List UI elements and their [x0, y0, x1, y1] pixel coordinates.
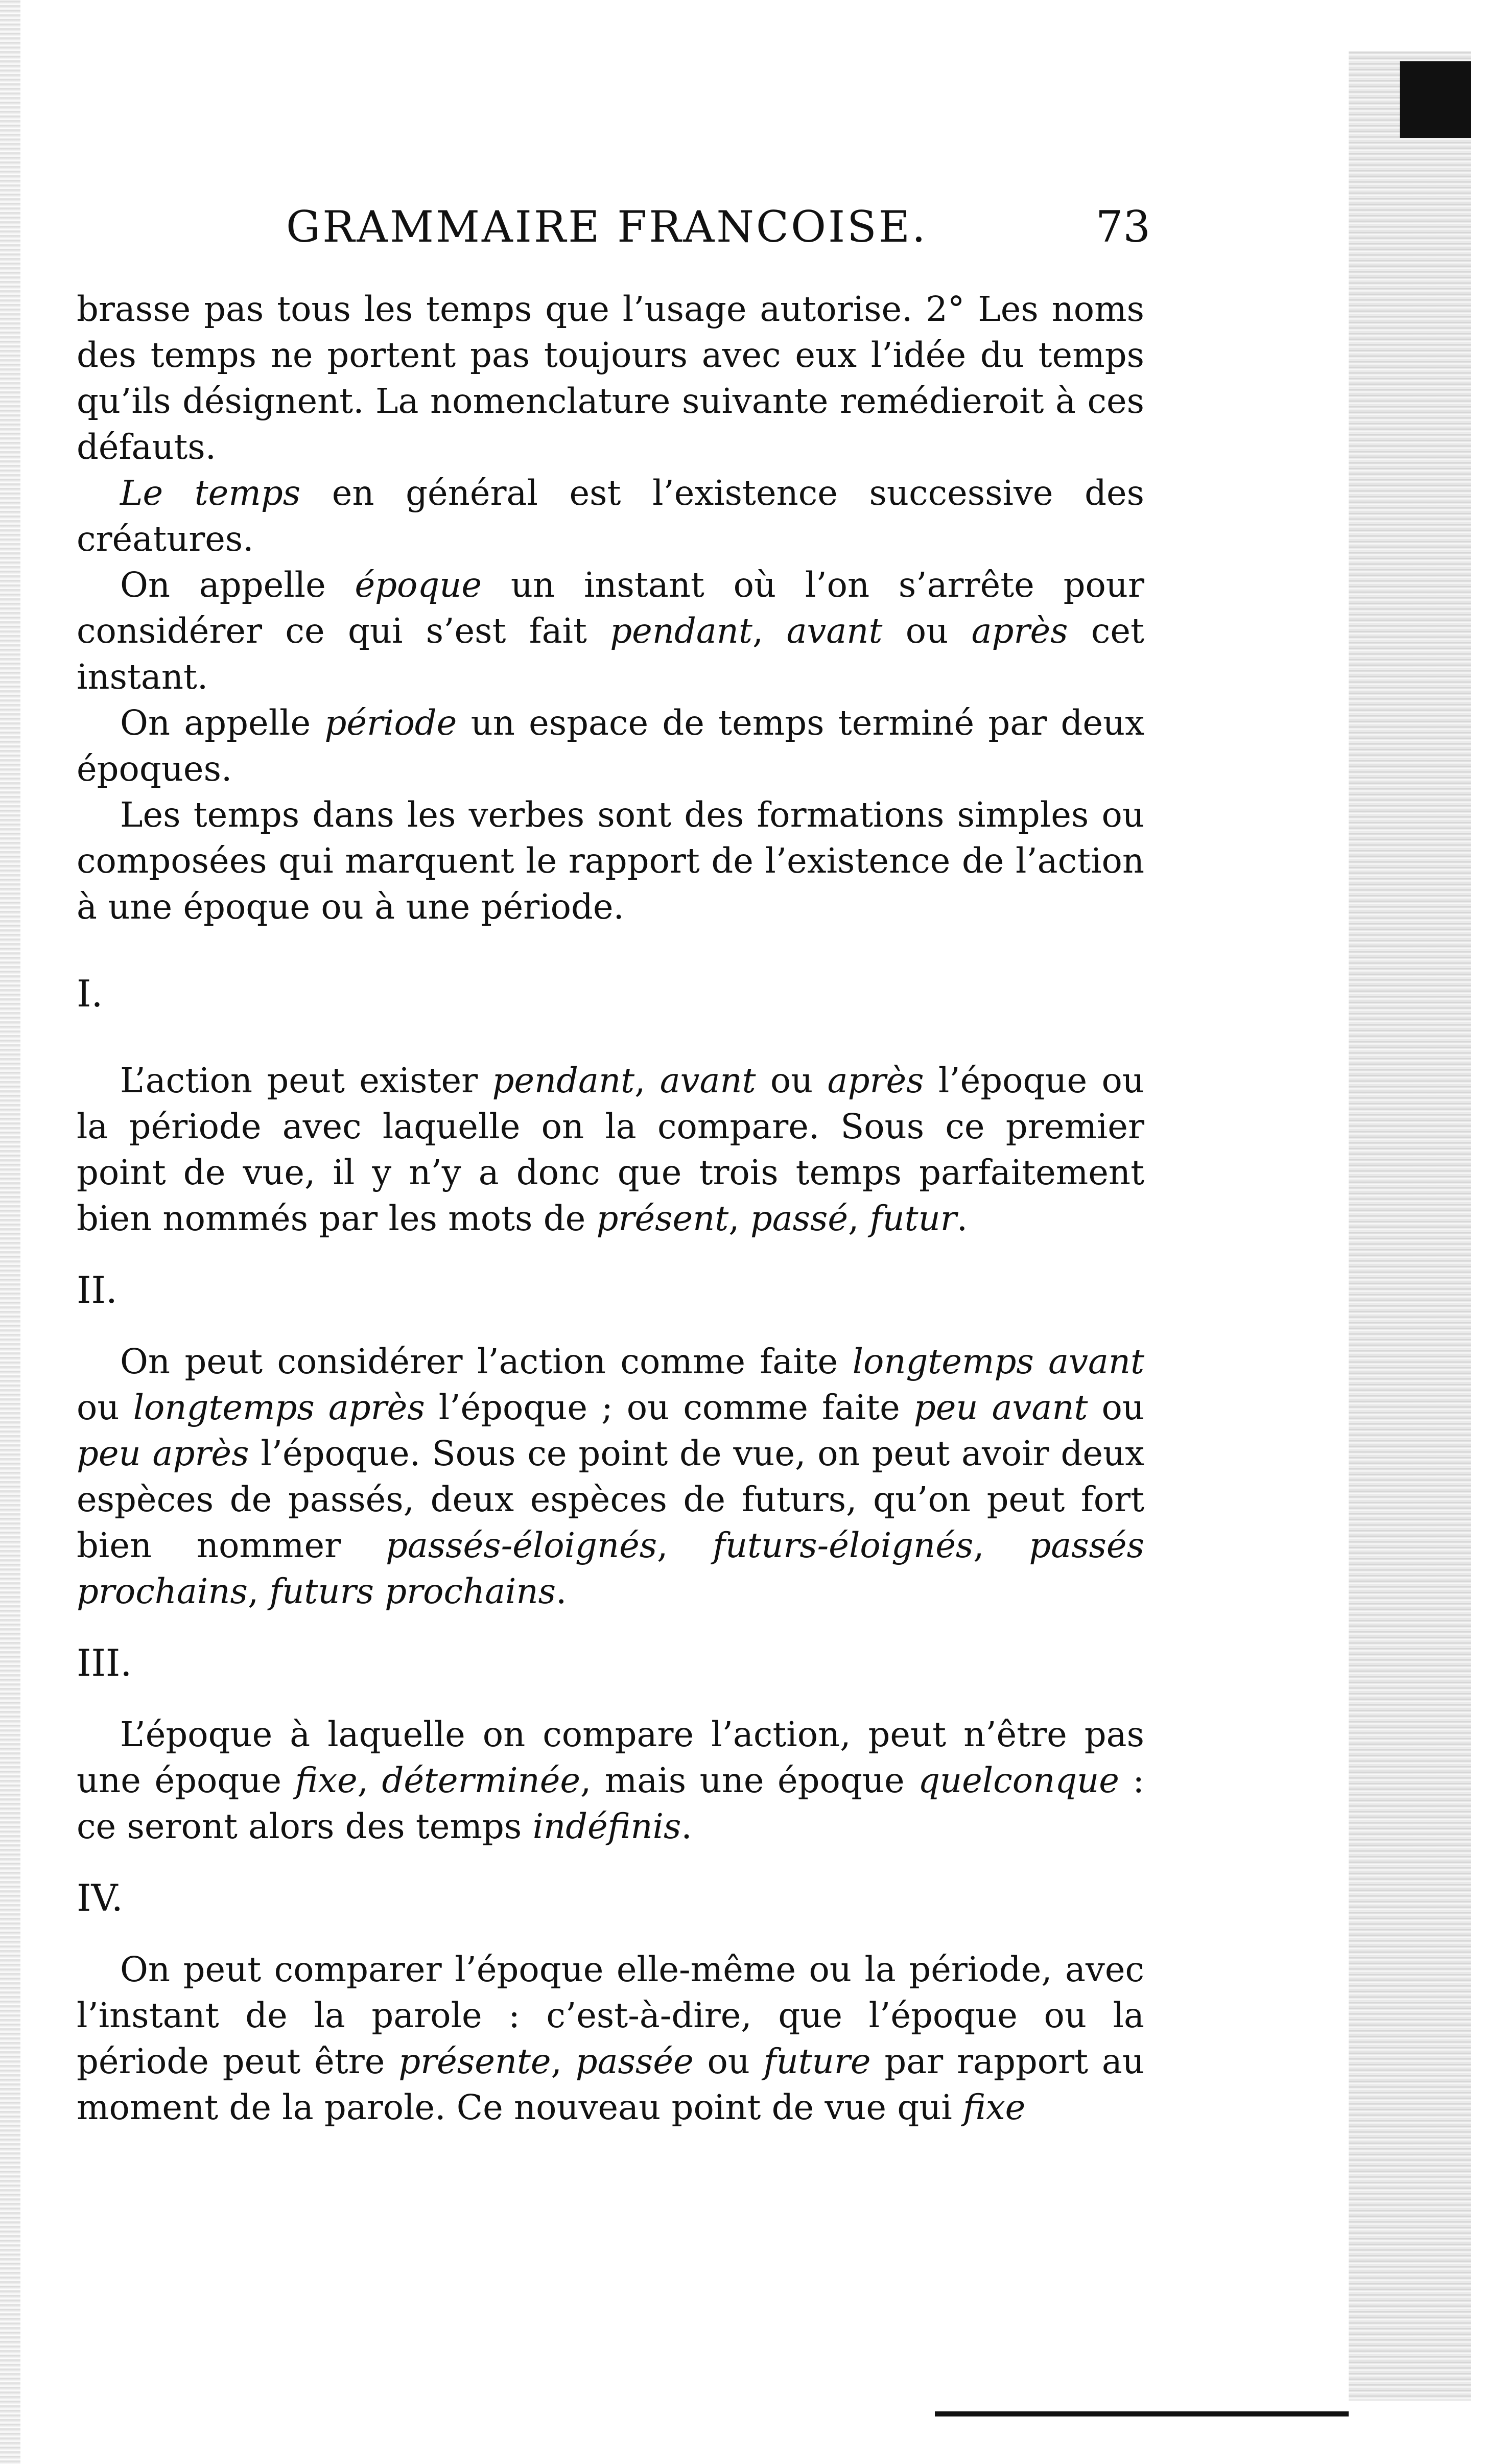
text-run: par rapport au moment de la parole. Ce nouveau point de vue qui	[77, 2041, 1144, 2127]
term: futurs-éloignés	[713, 1526, 974, 1565]
section-numeral: I.	[77, 972, 103, 1015]
term: passée	[575, 2041, 694, 2081]
term: présent	[596, 1199, 729, 1238]
text-run: ou	[882, 611, 972, 651]
body-text	[77, 286, 1144, 2130]
term: fixe	[295, 1761, 358, 1800]
paragraph: brasse pas tous les temps que l’usage autorise. 2° Les noms des temps ne portent pas toujours avec eux l’idée du temps qu’ils désignent. La nomenclature suivante remédieroit à ces défauts.	[77, 289, 1144, 467]
text-run: L’action peut exister	[120, 1061, 492, 1100]
term: avant	[786, 611, 883, 651]
term: futur	[869, 1199, 957, 1238]
section-numeral: II.	[77, 1269, 117, 1311]
paragraph: Les temps dans les verbes sont des formations simples ou composées qui marquent le rapport de l’existence de l’action à une époque ou à une période.	[77, 795, 1144, 927]
left-edge-speckle	[0, 0, 20, 2464]
text-run: l’époque ou la période avec laquelle on la compare. Sous ce premier point de vue, il y n’y a donc que trois temps parfaitement bien nommés par les mots de	[77, 1061, 1144, 1238]
paragraph	[77, 562, 1144, 700]
text-run: On peut comparer l’époque elle-même ou la période, avec l’instant de la parole : c’est-à-dire, que l’époque ou la période peut être	[77, 1950, 1144, 2081]
term: période	[324, 703, 457, 743]
text-run: L’époque à laquelle on compare l’action, peut n’être pas une époque	[77, 1715, 1144, 1800]
text-run: , mais une époque	[580, 1761, 919, 1800]
term: indéfinis	[532, 1806, 681, 1846]
paragraph	[77, 1946, 1144, 2130]
term: passé	[750, 1199, 849, 1238]
text-run: cet instant.	[77, 611, 1144, 697]
section-numeral: III.	[77, 1641, 132, 1684]
text-run: ,	[752, 611, 787, 651]
text-run: un instant où l’on s’arrête pour considérer ce qui s’est fait	[77, 565, 1144, 651]
text-run: On peut considérer l’action comme faite	[120, 1342, 853, 1381]
text-run: ,	[357, 1761, 382, 1800]
running-title: GRAMMAIRE FRANCOISE.	[286, 202, 928, 252]
term: Le temps	[120, 473, 301, 513]
text-run: ,	[973, 1526, 1029, 1565]
term: après	[971, 611, 1068, 651]
text-run: un espace de temps terminé par deux époques.	[77, 703, 1144, 789]
term: fixe	[963, 2087, 1026, 2127]
term: peu avant	[913, 1388, 1088, 1427]
text-run: ,	[247, 1571, 270, 1611]
text-run: .	[956, 1199, 968, 1238]
text-run: .	[556, 1571, 567, 1611]
text-run: .	[681, 1806, 692, 1846]
text-run: On appelle	[120, 565, 355, 605]
section-numeral: IV.	[77, 1876, 123, 1919]
term: quelconque	[918, 1761, 1119, 1800]
text-run: : ce seront alors des temps	[77, 1761, 1144, 1846]
term: pendant	[492, 1061, 635, 1100]
term: passés-éloignés	[385, 1526, 657, 1565]
page-number: 73	[1096, 202, 1150, 252]
term: futurs prochains	[269, 1571, 556, 1611]
term: pendant	[610, 611, 752, 651]
bottom-rule	[935, 2411, 1349, 2416]
paragraph	[77, 1711, 1144, 1849]
paragraph	[77, 1339, 1144, 1614]
term: passés prochains	[77, 1526, 1144, 1611]
text-run: l’époque ; ou comme faite	[425, 1388, 914, 1427]
text-run: ,	[848, 1199, 870, 1238]
text-run: ou	[77, 1388, 133, 1427]
binding-dark-mark	[1400, 61, 1471, 138]
text-run: ou	[693, 2041, 764, 2081]
term: après	[827, 1061, 924, 1100]
text-run: ,	[551, 2041, 576, 2081]
text-run: On appelle	[120, 703, 325, 743]
text-run: ,	[728, 1199, 750, 1238]
term: présente	[398, 2041, 551, 2081]
paragraph	[77, 470, 1144, 562]
term: déterminée	[382, 1761, 580, 1800]
term: avant	[660, 1061, 756, 1100]
term: longtemps après	[133, 1388, 425, 1427]
text-run: ,	[634, 1061, 660, 1100]
term: époque	[355, 565, 482, 605]
term: future	[763, 2041, 871, 2081]
text-run: ,	[657, 1526, 713, 1565]
text-run: ou	[756, 1061, 828, 1100]
paragraph	[77, 1058, 1144, 1241]
text-run: l’époque. Sous ce point de vue, on peut avoir deux espèces de passés, deux espèces de futurs, qu’on peut fort bien nommer	[77, 1434, 1144, 1565]
paragraph	[77, 700, 1144, 792]
text-run: en général est l’existence successive des créatures.	[77, 473, 1144, 559]
text-run: ou	[1088, 1388, 1144, 1427]
term: peu après	[77, 1434, 249, 1473]
term: longtemps avant	[852, 1342, 1144, 1381]
binding-edge	[1349, 51, 1471, 2401]
